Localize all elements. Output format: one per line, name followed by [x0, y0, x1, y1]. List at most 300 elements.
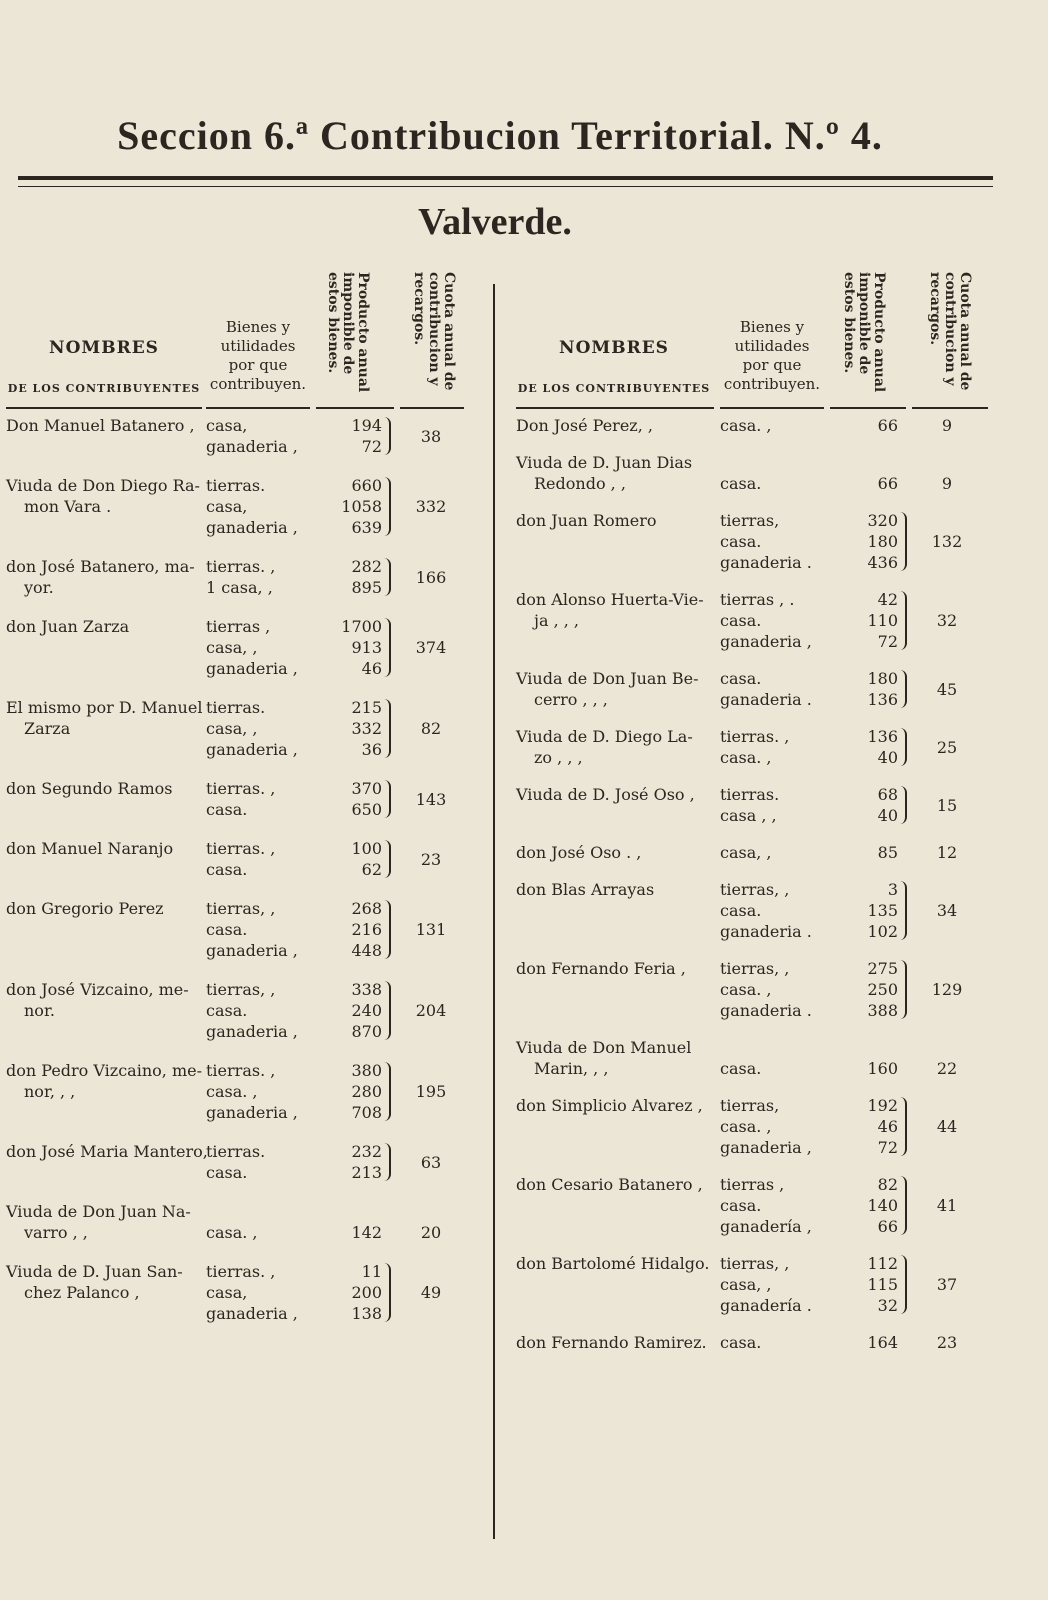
property-item: casa. , [720, 416, 772, 435]
cuota-value: 132 [931, 532, 963, 551]
contributor-name [6, 415, 202, 436]
property-item: tierras. , [206, 1061, 276, 1080]
bienes-header: Bienes y utilidades por que contribuyen. [723, 318, 821, 393]
contributor-name [516, 510, 712, 531]
contributor-name-line: Marin, , , [534, 1059, 609, 1078]
property-item: casa. , [720, 748, 772, 767]
contributor-name-line: don Fernando Ramirez. [516, 1333, 707, 1352]
property-list [720, 784, 830, 826]
table-row [516, 510, 1002, 573]
property-list [206, 616, 316, 679]
property-item: ganaderia , [720, 1138, 812, 1157]
property-item: tierras. , [206, 779, 276, 798]
property-item: casa. [720, 901, 762, 920]
brace [384, 417, 391, 455]
property-list [206, 979, 316, 1042]
product-value: 102 [867, 922, 898, 941]
contributor-name-line: Viuda de D. Juan San- [6, 1262, 183, 1281]
property-item: casa, , [720, 1275, 772, 1294]
property-item: casa. , [206, 1082, 258, 1101]
cuota-value: 23 [420, 849, 442, 869]
contributor-name-line: ja , , , [534, 611, 580, 630]
product-value: 164 [867, 1333, 898, 1352]
section-title: Seccion 6.ª Contribucion Territorial. N.º 4. [117, 113, 883, 158]
product-value: 660 [351, 476, 382, 495]
table-row [6, 475, 484, 538]
contributor-name-line: El mismo por D. Manuel [6, 698, 203, 717]
table-row [6, 1141, 484, 1183]
contributor-name-line: don José Batanero, ma- [6, 557, 195, 576]
cuota-value: 9 [941, 474, 953, 493]
cuota-value: 195 [415, 1082, 447, 1101]
table-row [516, 589, 1002, 652]
product-value: 213 [351, 1163, 382, 1182]
property-item: tierras. [206, 698, 266, 717]
product-value: 136 [867, 727, 898, 746]
property-item: casa. [720, 1196, 762, 1215]
product-value: 82 [877, 1175, 898, 1194]
product-values [318, 898, 382, 961]
table-row [516, 1332, 1002, 1353]
contributor-name-line: varro , , [24, 1223, 88, 1242]
product-value: 32 [877, 1296, 898, 1315]
property-list [720, 1174, 830, 1237]
contributor-name-line: Don Manuel Batanero , [6, 416, 195, 435]
property-item: tierras , [720, 1175, 785, 1194]
product-values [318, 1261, 382, 1324]
contributor-name [6, 1201, 202, 1243]
contributor-name-line: yor. [24, 578, 54, 597]
contributor-name-line: nor. [24, 1001, 55, 1020]
contributor-name-line: don Juan Zarza [6, 617, 130, 636]
header-underline [316, 407, 394, 409]
contributor-name-line: Don José Perez, , [516, 416, 653, 435]
contributor-name [6, 838, 202, 859]
table-row [516, 879, 1002, 942]
contributor-name [516, 1332, 712, 1353]
product-value: 112 [867, 1254, 898, 1273]
table-row [6, 697, 484, 760]
contributor-name-line: Zarza [24, 719, 71, 738]
header-underline [830, 407, 906, 409]
header-underline [720, 407, 824, 409]
brace [384, 981, 391, 1040]
product-value: 380 [351, 1061, 382, 1080]
table-row [516, 668, 1002, 710]
contributor-name-line: don Gregorio Perez [6, 899, 164, 918]
cuota-value: 41 [936, 1196, 958, 1215]
product-value: 200 [351, 1283, 382, 1302]
header-underline [206, 407, 310, 409]
contributor-name [6, 1141, 208, 1162]
product-value: 338 [351, 980, 382, 999]
property-item: casa. [206, 800, 248, 819]
property-item: casa , , [720, 806, 777, 825]
contributor-name-line: don Alonso Huerta-Vie- [516, 590, 704, 609]
property-item: tierras, [720, 511, 780, 530]
cuota-value: 49 [420, 1283, 442, 1302]
table-row [516, 452, 1002, 494]
contributor-name [516, 1174, 712, 1195]
property-list [720, 842, 830, 863]
contributor-name [516, 452, 712, 494]
property-item: casa. , [720, 1117, 772, 1136]
property-item: tierras , . [720, 590, 795, 609]
property-list [720, 1253, 830, 1316]
left-table-header [6, 250, 484, 415]
contributor-name-line: don Cesario Batanero , [516, 1175, 703, 1194]
property-list [206, 898, 316, 961]
contributor-name-line: Viuda de D. Juan Dias [516, 453, 693, 472]
product-values [318, 979, 382, 1042]
brace [384, 1143, 391, 1181]
contributor-name [516, 726, 712, 768]
product-values [834, 842, 898, 863]
product-value: 72 [361, 437, 382, 456]
property-item: casa. [720, 669, 762, 688]
contributor-name-line: don Juan Romero [516, 511, 657, 530]
product-value: 72 [877, 1138, 898, 1157]
property-list [206, 475, 316, 538]
property-item: tierras, , [206, 980, 276, 999]
brace [900, 512, 907, 571]
product-value: 232 [351, 1142, 382, 1161]
bienes-header: Bienes y utilidades por que contribuyen. [209, 318, 307, 393]
property-list [720, 1332, 830, 1353]
cuota-value: 332 [415, 497, 447, 516]
property-list [720, 589, 830, 652]
contributor-name-line: zo , , , [534, 748, 583, 767]
property-item: tierras, , [720, 959, 790, 978]
contributor-name-line: don Bartolomé Hidalgo. [516, 1254, 710, 1273]
table-row [6, 616, 484, 679]
contributor-name-line: don José Oso . , [516, 843, 642, 862]
left-rows [6, 415, 484, 1324]
property-item: tierras. , [206, 839, 276, 858]
product-values [834, 958, 898, 1021]
cuota-value: 131 [415, 920, 447, 939]
property-item: tierras. , [206, 557, 276, 576]
brace [384, 900, 391, 959]
header-rule-thin [18, 186, 993, 187]
contributor-name-line: don José Vizcaino, me- [6, 980, 189, 999]
contributor-name [516, 879, 712, 900]
product-value: 36 [361, 740, 382, 759]
contributor-name [6, 778, 202, 799]
table-row [6, 898, 484, 961]
property-item: ganadería , [720, 1217, 812, 1236]
property-list [720, 1095, 830, 1158]
cuota-value: 82 [420, 719, 442, 738]
product-values [834, 1253, 898, 1316]
product-value: 388 [867, 1001, 898, 1020]
property-item: ganaderia , [206, 518, 298, 537]
cuota-value: 22 [936, 1059, 958, 1078]
table-row [516, 1037, 1002, 1079]
property-item: casa, [206, 416, 248, 435]
property-item: casa. [206, 1163, 248, 1182]
product-value: 1058 [341, 497, 382, 516]
contributor-name-line: Viuda de Don Juan Be- [516, 669, 699, 688]
property-list [720, 1058, 830, 1079]
cuota-value: 15 [936, 795, 958, 815]
contributor-name-line: Viuda de Don Manuel [516, 1038, 692, 1057]
contributor-name-line: mon Vara . [24, 497, 112, 516]
contributor-name-line: don Simplicio Alvarez , [516, 1096, 703, 1115]
product-values [834, 589, 898, 652]
town-title: Valverde. [418, 201, 572, 243]
brace [384, 558, 391, 596]
product-value: 66 [877, 416, 898, 435]
product-value: 639 [351, 518, 382, 537]
property-item: tierras, , [720, 880, 790, 899]
contributor-name [516, 668, 712, 710]
table-row [516, 415, 1002, 436]
property-item: ganaderia . [720, 922, 812, 941]
product-value: 135 [867, 901, 898, 920]
contributor-name [516, 1037, 712, 1079]
property-item: ganaderia . [720, 1001, 812, 1020]
table-row [6, 415, 484, 457]
product-values [834, 415, 898, 436]
product-value: 1700 [341, 617, 382, 636]
product-value: 320 [867, 511, 898, 530]
contributor-name-line: don Blas Arrayas [516, 880, 655, 899]
property-item: ganaderia , [206, 659, 298, 678]
product-values [834, 1332, 898, 1353]
product-value: 100 [351, 839, 382, 858]
property-list [206, 1141, 316, 1183]
brace [900, 881, 907, 940]
brace [900, 670, 907, 708]
cuota-value: 45 [936, 679, 958, 699]
product-values [318, 778, 382, 820]
names-header: NOMBRES [49, 338, 159, 358]
contributor-name-line: cerro , , , [534, 690, 608, 709]
cuota-value: 166 [415, 567, 447, 587]
product-values [834, 1174, 898, 1237]
property-item: casa, , [206, 719, 258, 738]
header-underline [400, 407, 464, 409]
brace [900, 591, 907, 650]
table-row [6, 1261, 484, 1324]
contributor-name [6, 1060, 202, 1102]
contributor-name-line: Viuda de D. Diego La- [516, 727, 693, 746]
property-item: tierras, , [206, 899, 276, 918]
product-values [834, 668, 898, 710]
producto-header: Producto anual imponible de estos bienes. [325, 272, 371, 393]
property-list [206, 556, 316, 598]
property-list [720, 958, 830, 1021]
names-subheader: DE LOS CONTRIBUYENTES [7, 382, 201, 395]
brace [384, 1263, 391, 1322]
product-value: 448 [351, 941, 382, 960]
cuota-value: 12 [936, 843, 958, 862]
product-value: 436 [867, 553, 898, 572]
cuota-value: 129 [931, 980, 963, 999]
product-value: 708 [351, 1103, 382, 1122]
header-underline [516, 407, 714, 409]
table-row [516, 842, 1002, 863]
property-item: tierras , [206, 617, 271, 636]
product-value: 192 [867, 1096, 898, 1115]
contributor-name [516, 589, 712, 631]
product-value: 215 [351, 698, 382, 717]
names-header: NOMBRES [559, 338, 669, 358]
property-item: ganaderia . [720, 690, 812, 709]
product-value: 216 [351, 920, 382, 939]
product-values [318, 475, 382, 538]
property-item: ganadería . [720, 1296, 812, 1315]
contributor-name-line: Viuda de Don Juan Na- [6, 1202, 191, 1221]
product-values [318, 1141, 382, 1183]
product-value: 282 [351, 557, 382, 576]
property-item: casa. [720, 1059, 762, 1078]
contributor-name-line: don Pedro Vizcaino, me- [6, 1061, 202, 1080]
contributor-name [516, 1253, 712, 1274]
product-value: 142 [351, 1223, 382, 1242]
property-list [720, 510, 830, 573]
property-item: casa. , [720, 980, 772, 999]
product-value: 85 [877, 843, 898, 862]
product-value: 194 [351, 416, 382, 435]
property-list [206, 697, 316, 760]
property-item: casa. [720, 611, 762, 630]
product-value: 275 [867, 959, 898, 978]
product-values [834, 473, 898, 494]
property-item: tierras. [206, 476, 266, 495]
contributor-name [516, 1095, 712, 1116]
product-values [318, 838, 382, 880]
product-value: 913 [351, 638, 382, 657]
property-item: ganaderia . [720, 553, 812, 572]
left-table [6, 250, 484, 1342]
product-value: 250 [867, 980, 898, 999]
property-item: casa. [206, 1001, 248, 1020]
property-item: casa, , [206, 638, 258, 657]
product-values [834, 1095, 898, 1158]
property-item: casa. [720, 1333, 762, 1352]
product-value: 180 [867, 669, 898, 688]
property-item: tierras, [720, 1096, 780, 1115]
product-value: 42 [877, 590, 898, 609]
cuota-value: 44 [936, 1117, 958, 1136]
contributor-name [6, 697, 202, 739]
contributor-name [6, 898, 202, 919]
contributor-name-line: don Segundo Ramos [6, 779, 173, 798]
product-values [834, 784, 898, 826]
product-value: 160 [867, 1059, 898, 1078]
table-row [516, 726, 1002, 768]
contributor-name [516, 415, 712, 436]
table-row [516, 1253, 1002, 1316]
brace [900, 960, 907, 1019]
property-item: ganaderia , [206, 740, 298, 759]
product-value: 68 [877, 785, 898, 804]
product-value: 46 [361, 659, 382, 678]
brace [900, 786, 907, 824]
product-value: 370 [351, 779, 382, 798]
brace [384, 1062, 391, 1121]
producto-header: Producto anual imponible de estos bienes. [841, 272, 887, 393]
product-value: 268 [351, 899, 382, 918]
header-rule [18, 176, 993, 180]
product-values [318, 556, 382, 598]
property-item: 1 casa, , [206, 578, 273, 597]
contributor-name-line: chez Palanco , [24, 1283, 140, 1302]
product-value: 40 [877, 806, 898, 825]
product-values [834, 1058, 898, 1079]
property-item: ganaderia , [206, 1103, 298, 1122]
property-list [206, 1222, 316, 1243]
contributor-name [6, 556, 202, 598]
property-item: casa. [720, 474, 762, 493]
property-list [720, 415, 830, 436]
contributor-name [516, 842, 712, 863]
property-item: tierras. [720, 785, 780, 804]
product-value: 332 [351, 719, 382, 738]
product-value: 895 [351, 578, 382, 597]
right-table-header [516, 250, 1002, 415]
product-value: 110 [867, 611, 898, 630]
table-row [6, 838, 484, 880]
contributor-name [6, 979, 202, 1021]
brace [900, 1097, 907, 1156]
cuota-value: 9 [941, 416, 953, 435]
property-item: casa. [720, 532, 762, 551]
property-list [720, 668, 830, 710]
right-table [516, 250, 1002, 1369]
table-row [6, 979, 484, 1042]
cuota-value: 32 [936, 611, 958, 630]
product-values [318, 415, 382, 457]
names-subheader: DE LOS CONTRIBUYENTES [517, 382, 711, 395]
product-values [318, 616, 382, 679]
brace [900, 728, 907, 766]
brace [384, 780, 391, 818]
cuota-value: 34 [936, 901, 958, 920]
product-value: 280 [351, 1082, 382, 1101]
product-value: 11 [361, 1262, 382, 1281]
cuota-value: 374 [415, 638, 447, 657]
property-list [206, 838, 316, 880]
product-value: 46 [877, 1117, 898, 1136]
product-value: 650 [351, 800, 382, 819]
cuota-value: 37 [936, 1275, 958, 1294]
property-list [720, 726, 830, 768]
contributor-name-line: Redondo , , [534, 474, 626, 493]
property-item: casa, [206, 497, 248, 516]
brace [384, 840, 391, 878]
contributor-name [516, 784, 712, 805]
product-value: 140 [867, 1196, 898, 1215]
product-values [834, 726, 898, 768]
contributor-name-line: don José Maria Mantero, [6, 1142, 208, 1161]
property-item: casa. [206, 860, 248, 879]
property-item: tierras. , [206, 1262, 276, 1281]
cuota-value: 23 [936, 1333, 958, 1352]
product-value: 66 [877, 474, 898, 493]
product-values [318, 697, 382, 760]
contributor-name [6, 616, 202, 637]
brace [384, 477, 391, 536]
right-rows [516, 415, 1002, 1353]
product-value: 40 [877, 748, 898, 767]
property-list [720, 473, 830, 494]
contributor-name-line: nor, , , [24, 1082, 76, 1101]
table-row [6, 778, 484, 820]
contributor-name-line: don Fernando Feria , [516, 959, 686, 978]
